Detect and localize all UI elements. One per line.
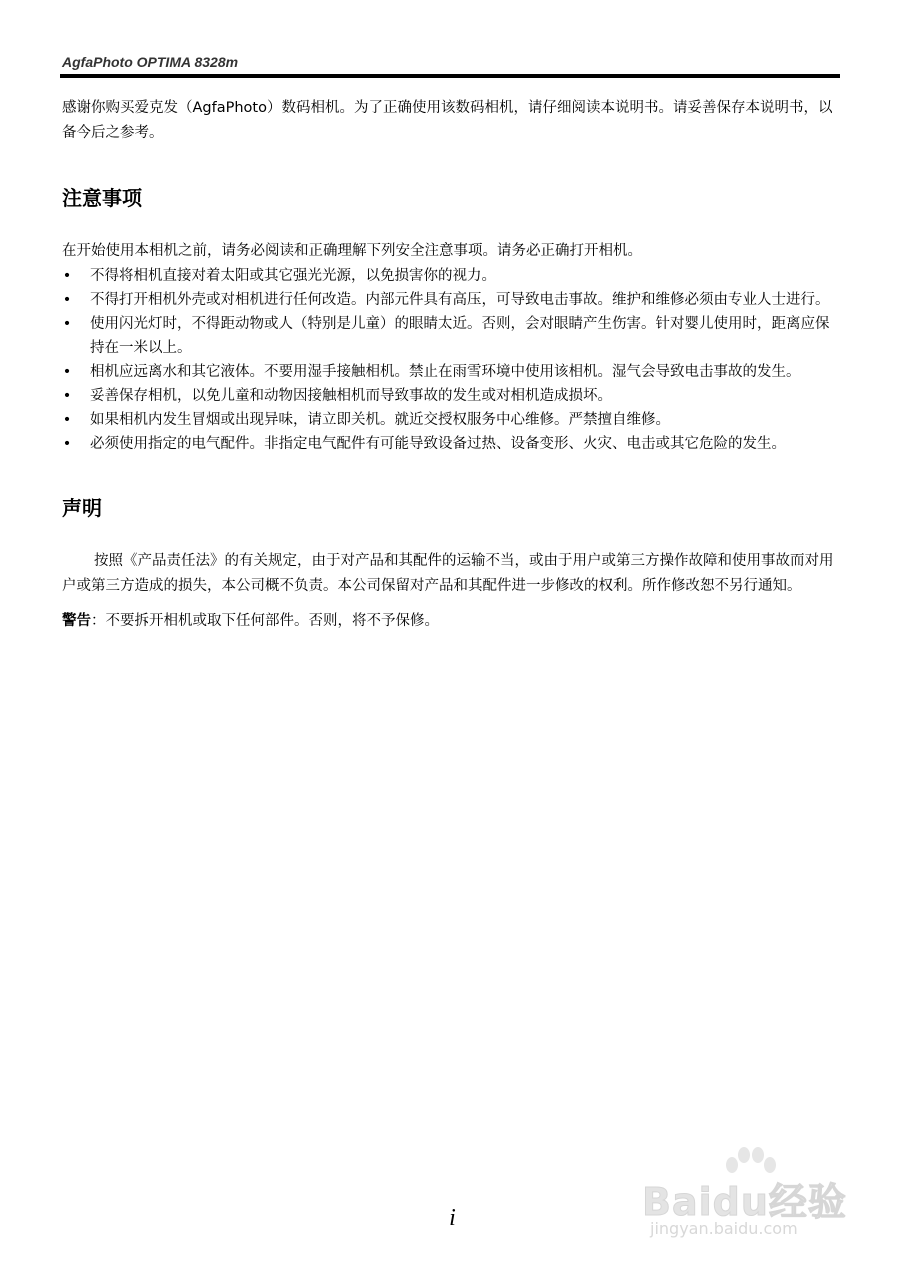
bullet-icon: • — [62, 436, 72, 452]
list-item-text: 不得将相机直接对着太阳或其它强光光源，以免损害你的视力。 — [90, 268, 496, 284]
page-number: i — [449, 1205, 456, 1231]
list-item-text: 使用闪光灯时，不得距动物或人（特别是儿童）的眼睛太近。否则，会对眼睛产生伤害。针对婴儿使用时，距离应保持在一米以上。 — [90, 316, 830, 356]
header-divider — [60, 74, 840, 78]
warning-text: ：不要拆开相机或取下任何部件。否则，将不予保修。 — [91, 613, 439, 629]
list-item-text: 如果相机内发生冒烟或出现异味，请立即关机。就近交授权服务中心维修。严禁擅自维修。 — [90, 412, 670, 428]
statement-body: 按照《产品责任法》的有关规定，由于对产品和其配件的运输不当，或由于用户或第三方操作故障和使用事故而对用户或第三方造成的损失，本公司概不负责。本公司保留对产品和其配件进一步修改的权利。所作修改恕不另行通知。 — [62, 553, 834, 594]
precautions-lead: 在开始使用本相机之前，请务必阅读和正确理解下列安全注意事项。请务必正确打开相机。 — [62, 243, 642, 259]
bullet-icon: • — [62, 292, 72, 308]
list-item — [62, 432, 838, 456]
list-item-text: 妥善保存相机，以免儿童和动物因接触相机而导致事故的发生或对相机造成损坏。 — [90, 388, 612, 404]
warning-label: 警告 — [62, 613, 91, 629]
list-item-text: 必须使用指定的电气配件。非指定电气配件有可能导致设备过热、设备变形、火灾、电击或其它危险的发生。 — [90, 436, 786, 452]
bullet-icon: • — [62, 268, 72, 284]
list-item — [62, 312, 838, 360]
list-item — [62, 360, 838, 384]
warning-paragraph — [62, 609, 838, 634]
list-item — [62, 264, 838, 288]
document-header-title: AgfaPhoto OPTIMA 8328m — [62, 54, 239, 70]
intro-paragraph: 感谢你购买爱克发（AgfaPhoto）数码相机。为了正确使用该数码相机，请仔细阅读本说明书。请妥善保存本说明书，以备今后之参考。 — [62, 100, 833, 141]
bullet-icon: • — [62, 388, 72, 404]
statement-heading: 声明 — [62, 496, 102, 520]
list-item-text: 相机应远离水和其它液体。不要用湿手接触相机。禁止在雨雪环境中使用该相机。湿气会导致电击事故的发生。 — [90, 364, 801, 380]
precautions-list — [62, 264, 838, 456]
bullet-icon: • — [62, 316, 72, 332]
watermark-logo: Baidu经验 — [642, 1180, 847, 1224]
bullet-icon: • — [62, 364, 72, 380]
list-item — [62, 408, 838, 432]
watermark-url: jingyan.baidu.com — [650, 1219, 798, 1238]
precautions-heading: 注意事项 — [62, 186, 142, 210]
bullet-icon: • — [62, 412, 72, 428]
list-item — [62, 384, 838, 408]
list-item-text: 不得打开相机外壳或对相机进行任何改造。内部元件具有高压，可导致电击事故。维护和维修必须由专业人士进行。 — [90, 292, 830, 308]
list-item — [62, 288, 838, 312]
page-content — [62, 96, 838, 634]
